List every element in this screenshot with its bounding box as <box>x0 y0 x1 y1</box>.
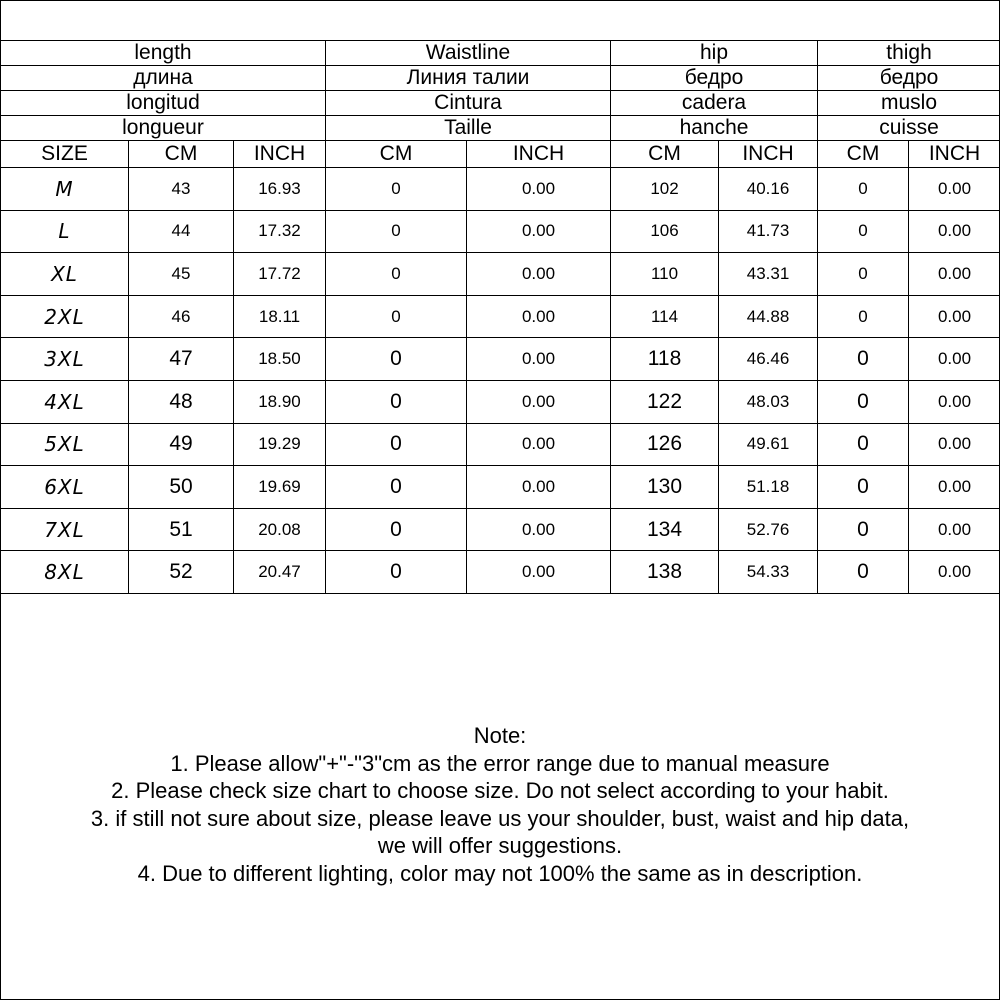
header-row-russian <box>1 66 1000 91</box>
length-cm-cell: 45 <box>129 253 234 296</box>
thigh-cm-header: CM <box>818 141 909 168</box>
thigh-cm-cell: 0 <box>818 210 909 253</box>
size-cell: L <box>1 210 129 253</box>
length-header-es: longitud <box>1 91 326 116</box>
waist-inch-header: INCH <box>467 141 611 168</box>
size-cell: 5XL <box>1 423 129 466</box>
table-row <box>1 466 1000 509</box>
thigh-cm-cell: 0 <box>818 423 909 466</box>
length-header: length <box>1 41 326 66</box>
thigh-cm-cell: 0 <box>818 380 909 423</box>
waist-cm-header: CM <box>326 141 467 168</box>
length-inch-cell: 18.90 <box>234 380 326 423</box>
hip-inch-cell: 46.46 <box>719 338 818 381</box>
table-row <box>1 253 1000 296</box>
thigh-header-es: muslo <box>818 91 1000 116</box>
length-cm-cell: 43 <box>129 168 234 211</box>
hip-cm-cell: 106 <box>611 210 719 253</box>
waist-cm-cell: 0 <box>326 551 467 594</box>
waist-inch-cell: 0.00 <box>467 210 611 253</box>
table-row <box>1 295 1000 338</box>
hip-inch-cell: 41.73 <box>719 210 818 253</box>
size-cell: 3XL <box>1 338 129 381</box>
size-cell: 7XL <box>1 508 129 551</box>
length-cm-cell: 50 <box>129 466 234 509</box>
waist-inch-cell: 0.00 <box>467 508 611 551</box>
hip-header-es: cadera <box>611 91 818 116</box>
hip-inch-header: INCH <box>719 141 818 168</box>
thigh-inch-header: INCH <box>909 141 1000 168</box>
length-cm-cell: 48 <box>129 380 234 423</box>
waist-inch-cell: 0.00 <box>467 551 611 594</box>
table-row <box>1 551 1000 594</box>
waist-cm-cell: 0 <box>326 466 467 509</box>
waist-cm-cell: 0 <box>326 338 467 381</box>
thigh-inch-cell: 0.00 <box>909 338 1000 381</box>
size-rows <box>1 168 1000 594</box>
thigh-cm-cell: 0 <box>818 253 909 296</box>
thigh-inch-cell: 0.00 <box>909 508 1000 551</box>
length-inch-header: INCH <box>234 141 326 168</box>
hip-inch-cell: 52.76 <box>719 508 818 551</box>
hip-inch-cell: 43.31 <box>719 253 818 296</box>
waist-cm-cell: 0 <box>326 380 467 423</box>
table-row <box>1 380 1000 423</box>
notes-title: Note: <box>473 723 527 748</box>
note-2: 2. Please check size chart to choose size. Do not select according to your habit. <box>111 778 889 803</box>
size-cell: 6XL <box>1 466 129 509</box>
notes-section <box>0 722 1000 887</box>
waist-cm-cell: 0 <box>326 423 467 466</box>
waist-cm-cell: 0 <box>326 253 467 296</box>
hip-inch-cell: 48.03 <box>719 380 818 423</box>
thigh-inch-cell: 0.00 <box>909 210 1000 253</box>
length-cm-header: CM <box>129 141 234 168</box>
length-inch-cell: 20.08 <box>234 508 326 551</box>
length-inch-cell: 18.50 <box>234 338 326 381</box>
thigh-inch-cell: 0.00 <box>909 295 1000 338</box>
thigh-inch-cell: 0.00 <box>909 423 1000 466</box>
waistline-header-fr: Taille <box>326 116 611 141</box>
waist-inch-cell: 0.00 <box>467 168 611 211</box>
hip-header-ru: бедро <box>611 66 818 91</box>
thigh-cm-cell: 0 <box>818 295 909 338</box>
length-header-fr: longueur <box>1 116 326 141</box>
length-cm-cell: 46 <box>129 295 234 338</box>
thigh-inch-cell: 0.00 <box>909 168 1000 211</box>
hip-inch-cell: 49.61 <box>719 423 818 466</box>
hip-cm-cell: 114 <box>611 295 719 338</box>
thigh-inch-cell: 0.00 <box>909 380 1000 423</box>
length-inch-cell: 17.32 <box>234 210 326 253</box>
length-cm-cell: 47 <box>129 338 234 381</box>
length-inch-cell: 20.47 <box>234 551 326 594</box>
thigh-inch-cell: 0.00 <box>909 551 1000 594</box>
hip-cm-cell: 102 <box>611 168 719 211</box>
table-row <box>1 168 1000 211</box>
header-row-french <box>1 116 1000 141</box>
thigh-cm-cell: 0 <box>818 551 909 594</box>
note-1: 1. Please allow"+"-"3"cm as the error range due to manual measure <box>170 750 830 776</box>
hip-header: hip <box>611 41 818 66</box>
note-4: 4. Due to different lighting, color may not 100% the same as in description. <box>137 860 863 886</box>
length-cm-cell: 52 <box>129 551 234 594</box>
length-inch-cell: 16.93 <box>234 168 326 211</box>
table-row <box>1 423 1000 466</box>
length-cm-cell: 51 <box>129 508 234 551</box>
hip-cm-cell: 138 <box>611 551 719 594</box>
hip-header-fr: hanche <box>611 116 818 141</box>
thigh-cm-cell: 0 <box>818 466 909 509</box>
size-column-header: SIZE <box>1 141 129 168</box>
length-inch-cell: 18.11 <box>234 295 326 338</box>
size-cell: 8XL <box>1 551 129 594</box>
size-cell: M <box>1 168 129 211</box>
thigh-cm-cell: 0 <box>818 168 909 211</box>
size-cell: 4XL <box>1 380 129 423</box>
length-header-ru: длина <box>1 66 326 91</box>
hip-inch-cell: 40.16 <box>719 168 818 211</box>
hip-cm-cell: 110 <box>611 253 719 296</box>
thigh-cm-cell: 0 <box>818 338 909 381</box>
waist-inch-cell: 0.00 <box>467 466 611 509</box>
header-row-english <box>1 41 1000 66</box>
hip-cm-cell: 126 <box>611 423 719 466</box>
table-row <box>1 338 1000 381</box>
length-inch-cell: 19.69 <box>234 466 326 509</box>
thigh-header-fr: cuisse <box>818 116 1000 141</box>
thigh-inch-cell: 0.00 <box>909 466 1000 509</box>
column-header-row <box>1 141 1000 168</box>
hip-cm-header: CM <box>611 141 719 168</box>
table-row <box>1 508 1000 551</box>
waistline-header-ru: Линия талии <box>326 66 611 91</box>
hip-cm-cell: 134 <box>611 508 719 551</box>
length-cm-cell: 44 <box>129 210 234 253</box>
thigh-inch-cell: 0.00 <box>909 253 1000 296</box>
waist-cm-cell: 0 <box>326 168 467 211</box>
hip-cm-cell: 130 <box>611 466 719 509</box>
waist-inch-cell: 0.00 <box>467 338 611 381</box>
waist-cm-cell: 0 <box>326 295 467 338</box>
waist-inch-cell: 0.00 <box>467 253 611 296</box>
waistline-header-es: Cintura <box>326 91 611 116</box>
waist-cm-cell: 0 <box>326 508 467 551</box>
size-chart-table <box>0 40 1000 594</box>
waistline-header: Waistline <box>326 41 611 66</box>
note-3: 3. if still not sure about size, please leave us your shoulder, bust, waist and hip data, <box>90 805 910 831</box>
waist-inch-cell: 0.00 <box>467 423 611 466</box>
length-inch-cell: 19.29 <box>234 423 326 466</box>
thigh-cm-cell: 0 <box>818 508 909 551</box>
header-row-spanish <box>1 91 1000 116</box>
note-3-continued: we will offer suggestions. <box>377 833 623 858</box>
waist-inch-cell: 0.00 <box>467 380 611 423</box>
waist-inch-cell: 0.00 <box>467 295 611 338</box>
waist-cm-cell: 0 <box>326 210 467 253</box>
hip-inch-cell: 54.33 <box>719 551 818 594</box>
size-cell: 2XL <box>1 295 129 338</box>
thigh-header: thigh <box>818 41 1000 66</box>
hip-cm-cell: 118 <box>611 338 719 381</box>
hip-cm-cell: 122 <box>611 380 719 423</box>
size-cell: XL <box>1 253 129 296</box>
table-row <box>1 210 1000 253</box>
length-inch-cell: 17.72 <box>234 253 326 296</box>
thigh-header-ru: бедро <box>818 66 1000 91</box>
hip-inch-cell: 44.88 <box>719 295 818 338</box>
hip-inch-cell: 51.18 <box>719 466 818 509</box>
length-cm-cell: 49 <box>129 423 234 466</box>
